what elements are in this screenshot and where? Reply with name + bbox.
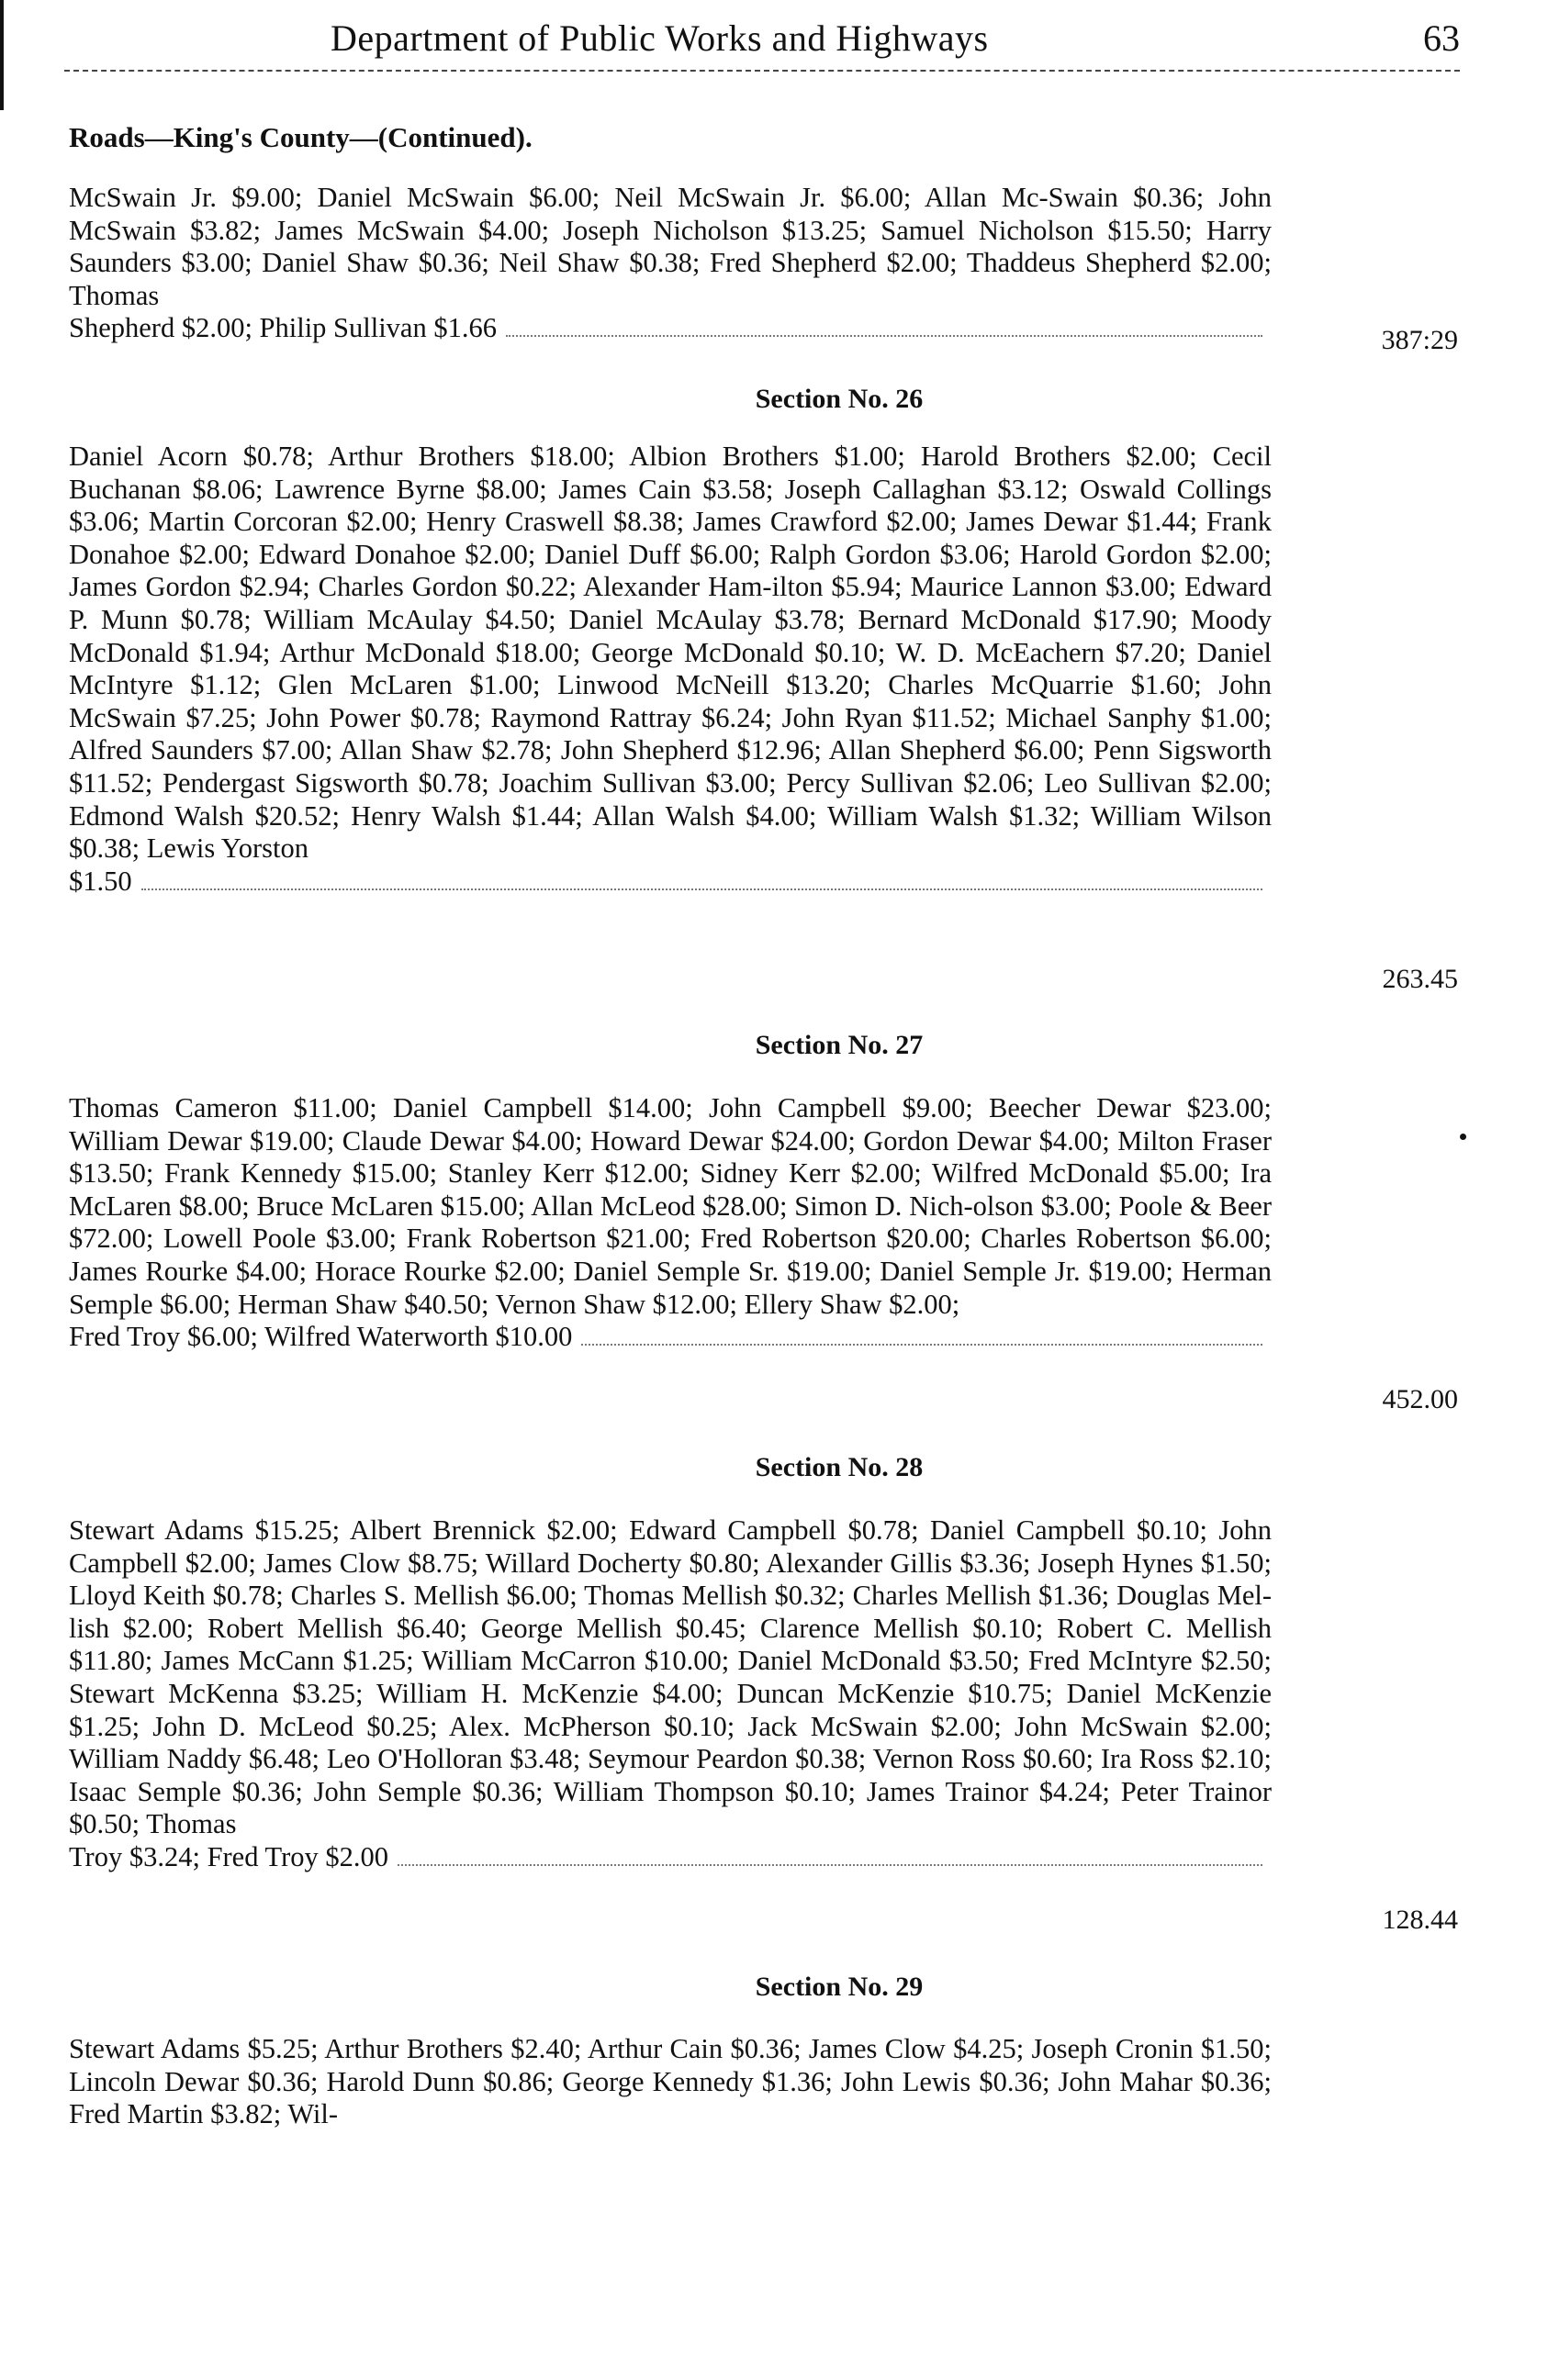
continuation-total: 387:29 xyxy=(1381,325,1458,355)
section-heading-text: Section No. 28 xyxy=(755,1452,924,1482)
section-27-last-line xyxy=(69,1321,1272,1354)
section-27-text: Thomas Cameron $11.00; Daniel Campbell $14.00; John Campbell $9.00; Beecher Dewar $23.00; William Dewar $19.00; Claude Dewar $4.00; Howard Dewar $24.00; Gordon Dewar $4.00; Milton Fraser $13.50; Frank Kennedy $15.00; Stanley Kerr $12.00; Sidney Kerr $2.00; Wilfred McDonald $5.00; Ira McLaren $8.00; Bruce McLaren $15.00; Allan McLeod $28.00; Simon D. Nich-olson $3.00; Poole & Beer $72.00; Lowell Poole $3.00; Frank Robertson $21.00; Fred Robertson $20.00; Charles Robertson $6.00; James Rourke $4.00; Horace Rourke $2.00; Daniel Semple Sr. $19.00; Daniel Semple Jr. $19.00; Herman Semple $6.00; Herman Shaw $40.50; Vernon Shaw $12.00; Ellery Shaw $2.00; xyxy=(69,1092,1272,1320)
continuation-entry xyxy=(69,182,1272,345)
page-header xyxy=(64,17,1460,62)
section-29-heading xyxy=(0,1972,1559,2003)
dot-leader xyxy=(141,888,1262,890)
section-27-last-text: Fred Troy $6.00; Wilfred Waterworth $10.00 xyxy=(69,1321,573,1353)
dot-leader xyxy=(506,334,1262,337)
dot-leader xyxy=(398,1863,1262,1866)
subheading: Roads—King's County—(Continued). xyxy=(69,121,533,153)
section-28-last-text: Troy $3.24; Fred Troy $2.00 xyxy=(69,1840,389,1872)
section-29-text: Stewart Adams $5.25; Arthur Brothers $2.40; Arthur Cain $0.36; James Clow $4.25; Joseph Cronin $1.50; Lincoln Dewar $0.36; Harold Dunn $0.86; George Kennedy $1.36; John Lewis $0.36; John Mahar $0.36; Fred Martin $3.82; Wil- xyxy=(69,2033,1272,2130)
section-heading-text: Section No. 27 xyxy=(755,1030,924,1060)
section-28-text: Stewart Adams $15.25; Albert Brennick $2.00; Edward Campbell $0.78; Daniel Campbell $0.10; John Campbell $2.00; James Clow $8.75; Willard Docherty $0.80; Alexander Gillis $3.36; Joseph Hynes $1.50; Lloyd Keith $0.78; Charles S. Mellish $6.00; Thomas Mellish $0.32; Charles Mellish $1.36; Douglas Mel-lish $2.00; Robert Mellish $6.40; George Mellish $0.45; Clarence Mellish $0.10; Robert C. Mellish $11.80; James McCann $1.25; William McCarron $10.00; Daniel McDonald $3.50; Fred McIntyre $2.50; Stewart McKenna $3.25; William H. McKenzie $4.00; Duncan McKenzie $10.75; Daniel McKenzie $1.25; John D. McLeod $0.25; Alex. McPherson $0.10; Jack McSwain $2.00; John McSwain $2.00; William Naddy $6.48; Leo O'Holloran $3.48; Seymour Peardon $0.38; Vernon Ross $0.60; Ira Ross $2.10; Isaac Semple $0.36; John Semple $0.36; William Thompson $0.10; James Trainor $4.24; Peter Trainor $0.50; Thomas xyxy=(69,1514,1272,1840)
section-28-entry xyxy=(69,1514,1272,1874)
section-heading-text: Section No. 26 xyxy=(755,384,924,414)
section-27-heading xyxy=(0,1030,1559,1061)
continuation-last-line xyxy=(69,312,1272,345)
section-26-entry xyxy=(69,441,1272,898)
section-26-heading xyxy=(0,384,1559,415)
section-27-entry xyxy=(69,1092,1272,1354)
section-28-last-line xyxy=(69,1841,1272,1874)
section-26-total: 263.45 xyxy=(1382,964,1458,994)
section-26-last-text: $1.50 xyxy=(69,865,132,897)
header-divider xyxy=(64,70,1460,72)
header-title: Department of Public Works and Highways xyxy=(331,17,989,59)
section-27-total: 452.00 xyxy=(1382,1384,1458,1414)
dot-leader xyxy=(581,1343,1262,1346)
section-29-entry xyxy=(69,2033,1272,2131)
continuation-last-text: Shepherd $2.00; Philip Sullivan $1.66 xyxy=(69,312,497,344)
section-26-text: Daniel Acorn $0.78; Arthur Brothers $18.00; Albion Brothers $1.00; Harold Brothers $2.00; Cecil Buchanan $8.06; Lawrence Byrne $8.00; James Cain $3.58; Joseph Callaghan $3.12; Oswald Collings $3.06; Martin Corcoran $2.00; Henry Craswell $8.38; James Crawford $2.00; James Dewar $1.44; Frank Donahoe $2.00; Edward Donahoe $2.00; Daniel Duff $6.00; Ralph Gordon $3.06; Harold Gordon $2.00; James Gordon $2.94; Charles Gordon $0.22; Alexander Ham-ilton $5.94; Maurice Lannon $3.00; Edward P. Munn $0.78; William McAulay $4.50; Daniel McAulay $3.78; Bernard McDonald $17.90; Moody McDonald $1.94; Arthur McDonald $18.00; George McDonald $0.10; W. D. McEachern $7.20; Daniel McIntyre $1.12; Glen McLaren $1.00; Linwood McNeill $13.20; Charles McQuarrie $1.60; John McSwain $7.25; John Power $0.78; Raymond Rattray $6.24; John Ryan $11.52; Michael Sanphy $1.00; Alfred Saunders $7.00; Allan Shaw $2.78; John Shepherd $12.96; Allan Shepherd $6.00; Penn Sigsworth $11.52; Pendergast Sigsworth $0.78; Joachim Sullivan $3.00; Percy Sullivan $2.06; Leo Sullivan $2.00; Edmond Walsh $20.52; Henry Walsh $1.44; Allan Walsh $4.00; William Walsh $1.32; William Wilson $0.38; Lewis Yorston xyxy=(69,441,1272,865)
section-28-total: 128.44 xyxy=(1382,1905,1458,1935)
page-number: 63 xyxy=(1423,17,1460,59)
stray-mark xyxy=(1460,1134,1466,1140)
section-26-last-line xyxy=(69,866,1272,899)
page-edge-rule xyxy=(0,0,4,110)
section-28-heading xyxy=(0,1452,1559,1483)
continuation-text: McSwain Jr. $9.00; Daniel McSwain $6.00; Neil McSwain Jr. $6.00; Allan Mc-Swain $0.36; John McSwain $3.82; James McSwain $4.00; Joseph Nicholson $13.25; Samuel Nicholson $15.50; Harry Saunders $3.00; Daniel Shaw $0.36; Neil Shaw $0.38; Fred Shepherd $2.00; Thaddeus Shepherd $2.00; Thomas xyxy=(69,182,1272,311)
section-heading-text: Section No. 29 xyxy=(755,1972,924,2002)
